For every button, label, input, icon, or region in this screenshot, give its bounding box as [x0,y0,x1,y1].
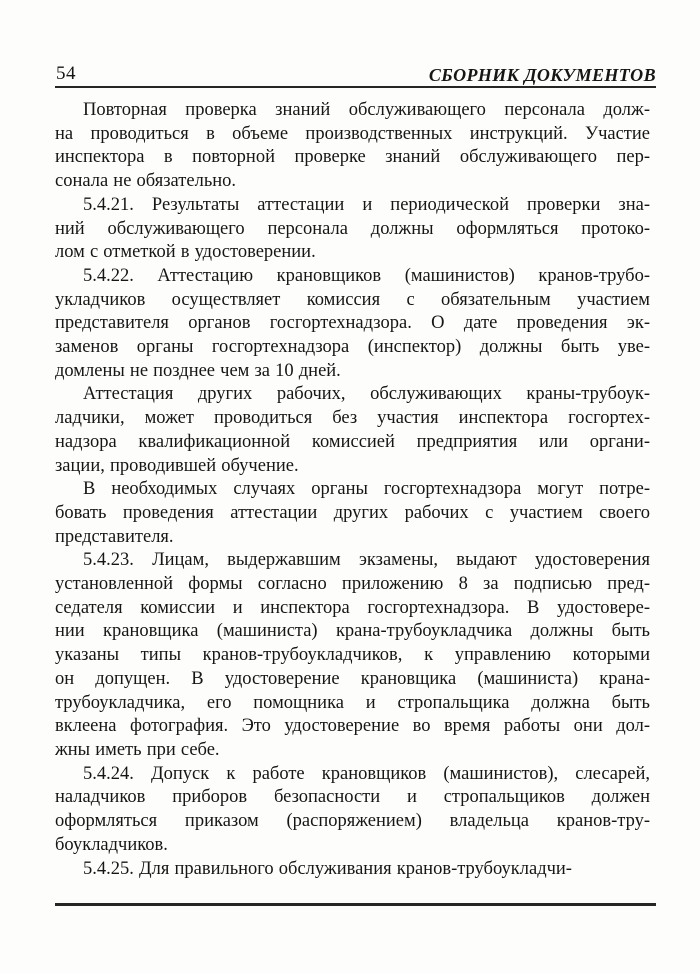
page-header [55,62,656,86]
paragraph [55,763,650,858]
text-line: седателя комиссии и инспектора госгортехнадзора. В удостовере- [55,597,650,618]
running-title: СБОРНИК ДОКУМЕНТОВ [428,65,656,85]
text-line: 5.4.22. Аттестацию крановщиков (машинистов) кранов-трубо- [83,265,650,286]
text-line: 5.4.25. Для правильного обслуживания кранов-трубоукладчи- [83,858,572,879]
text-line: Аттестация других рабочих, обслуживающих краны-трубоук- [83,384,650,405]
paragraph [55,478,650,549]
paragraph [55,383,650,478]
text-line: инспектора в повторной проверке знаний обслуживающего пер- [55,147,650,168]
text-line: оформляться приказом (распоряжением) владельца кранов-тру- [55,811,650,832]
text-line: ладчики, может проводиться без участия инспектора госгортех- [55,408,650,429]
text-line: наладчиков приборов безопасности и стропальщиков должен [55,787,650,808]
text-line: надзора квалификационной комиссией предприятия или органи- [55,431,650,452]
text-line: Повторная проверка знаний обслуживающего персонала долж- [83,100,650,120]
text-line: 5.4.23. Лицам, выдержавшим экзамены, выдают удостоверения [83,550,650,571]
text-line: он допущен. В удостоверение крановщика (машиниста) крана- [55,668,650,689]
text-line: 5.4.21. Результаты аттестации и периодической проверки зна- [83,194,650,215]
text-line: на проводиться в объеме производственных инструкций. Участие [55,123,650,144]
paragraph [55,99,650,194]
footer-rule [55,903,656,906]
text-line: нии крановщика (машиниста) крана-трубоукладчика должны быть [55,621,650,642]
text-line: лом с отметкой в удостоверении. [55,242,316,263]
paragraph [55,858,650,882]
paragraph [55,265,650,384]
text-line: установленной формы согласно приложению 8 за подписью пред- [55,574,650,595]
text-line: указаны типы кранов-трубоукладчиков, к управлению которыми [55,645,650,666]
text-line: зации, проводившей обучение. [55,455,299,476]
text-line: заменов органы госгортехнадзора (инспектор) должны быть уве- [55,337,650,358]
paragraph [55,194,650,265]
text-line: трубоукладчика, его помощника и стропальщика должна быть [55,692,650,713]
text-line: бовать проведения аттестации других рабочих с участием своего [55,502,650,523]
text-line: ний обслуживающего персонала должны оформляться протоко- [55,218,650,239]
text-line: домлены не позднее чем за 10 дней. [55,360,341,381]
text-line: представителя органов госгортехнадзора. О дате проведения эк- [55,313,650,334]
text-line: В необходимых случаях органы госгортехнадзора могут потре- [83,479,650,500]
text-line: укладчиков осуществляет комиссия с обязательным участием [55,289,650,310]
paragraph [55,549,650,762]
text-line: 5.4.24. Допуск к работе крановщиков (машинистов), слесарей, [83,763,650,784]
document-body [55,99,650,881]
text-line: жны иметь при себе. [55,739,220,760]
text-line: вклеена фотография. Это удостоверение во время работы они дол- [55,716,650,737]
text-line: сонала не обязательно. [55,171,237,192]
page-number: 54 [56,63,76,84]
text-line: боукладчиков. [55,834,168,855]
text-line: представителя. [55,526,174,547]
header-rule [55,86,656,88]
